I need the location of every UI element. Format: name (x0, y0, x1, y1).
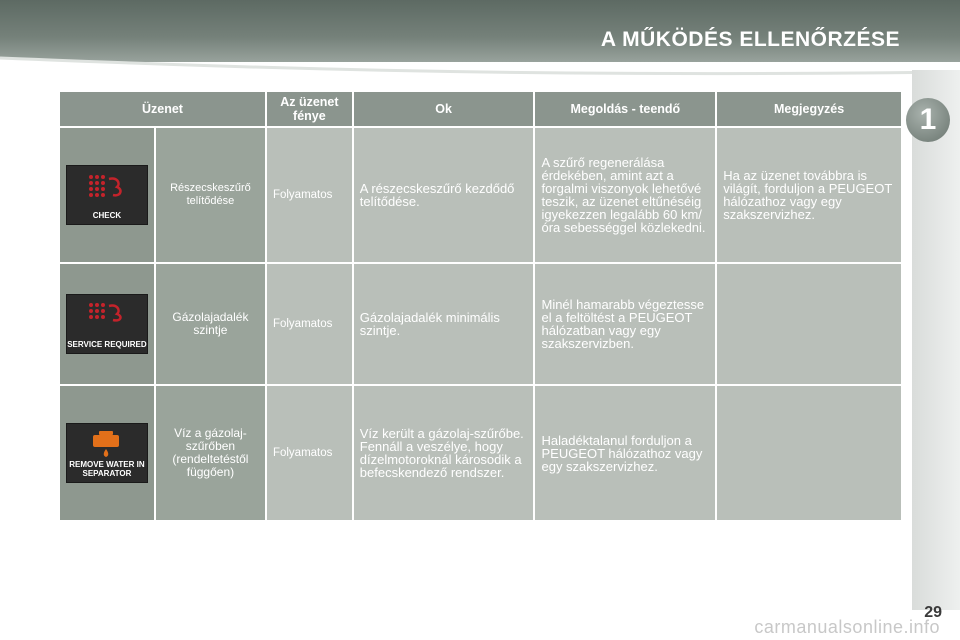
warning-icon-label: REMOVE WATER IN SEPARATOR (69, 460, 145, 478)
note-cell: Ha az üzenet továbbra is világít, forduljon a PEUGEOT hálózathoz vagy egy szakszervizhez. (717, 128, 901, 262)
page-number: 29 (924, 604, 942, 621)
header-message: Üzenet (60, 92, 265, 126)
header-solution: Megoldás - teendő (535, 92, 715, 126)
table-row (60, 264, 901, 384)
note-cell (717, 264, 901, 384)
light-cell: Folyamatos (267, 128, 352, 262)
light-cell: Folyamatos (267, 386, 352, 520)
water-in-fuel-glyph (93, 431, 119, 457)
table-header-row (60, 92, 901, 126)
page-title: A MŰKÖDÉS ELLENŐRZÉSE (600, 28, 900, 51)
message-cell: Részecskeszűrő telítődése (156, 128, 265, 262)
service-required-warning-icon (66, 294, 148, 354)
table-row (60, 386, 901, 520)
solution-cell: Haladéktalanul forduljon a PEUGEOT hálózathoz vagy egy szakszervizhez. (535, 386, 715, 520)
warning-icon-label: SERVICE REQUIRED (67, 340, 147, 349)
fuel-additive-glyph (89, 303, 105, 319)
solution-cell: A szűrő regenerálása érdekében, amint azt a forgalmi viszonyok lehetővé teszik, az üzenet eltűnéséig igyekezzen legalább 60 km/óra sebességgel közlekedni. (535, 128, 715, 262)
fuel-additive-icon (85, 300, 129, 336)
watermark: carmanualsonline.info (754, 617, 940, 637)
cause-cell: Víz került a gázolaj-szűrőbe. Fennáll a veszélye, hogy dízelmotoroknál károsodik a befecskendező rendszer. (354, 386, 534, 520)
warning-icon-cell (60, 264, 154, 384)
chapter-badge[interactable]: 1 (906, 98, 950, 142)
table-row (60, 128, 901, 262)
side-tab-strip (912, 70, 960, 610)
light-cell: Folyamatos (267, 264, 352, 384)
header-light: Az üzenet fénye (267, 92, 352, 126)
remove-water-warning-icon (66, 423, 148, 483)
warning-icon-label: CHECK (92, 211, 122, 220)
warning-icon-cell (60, 128, 154, 262)
message-cell: Gázolajadalék szintje (156, 264, 265, 384)
header-note: Megjegyzés (717, 92, 901, 126)
diagnostic-table (58, 90, 903, 522)
check-warning-icon (66, 165, 148, 225)
particle-filter-glyph (89, 175, 105, 197)
cause-cell: A részecskeszűrő kezdődő telítődése. (354, 128, 534, 262)
note-cell (717, 386, 901, 520)
header-cause: Ok (354, 92, 534, 126)
message-cell: Víz a gázolaj-szűrőben (rendeltetéstől függően) (156, 386, 265, 520)
solution-cell: Minél hamarabb végeztesse el a feltöltést a PEUGEOT hálózatban vagy egy szakszervizben. (535, 264, 715, 384)
cause-cell: Gázolajadalék minimális szintje. (354, 264, 534, 384)
particle-filter-icon (85, 171, 129, 207)
warning-icon-cell (60, 386, 154, 520)
